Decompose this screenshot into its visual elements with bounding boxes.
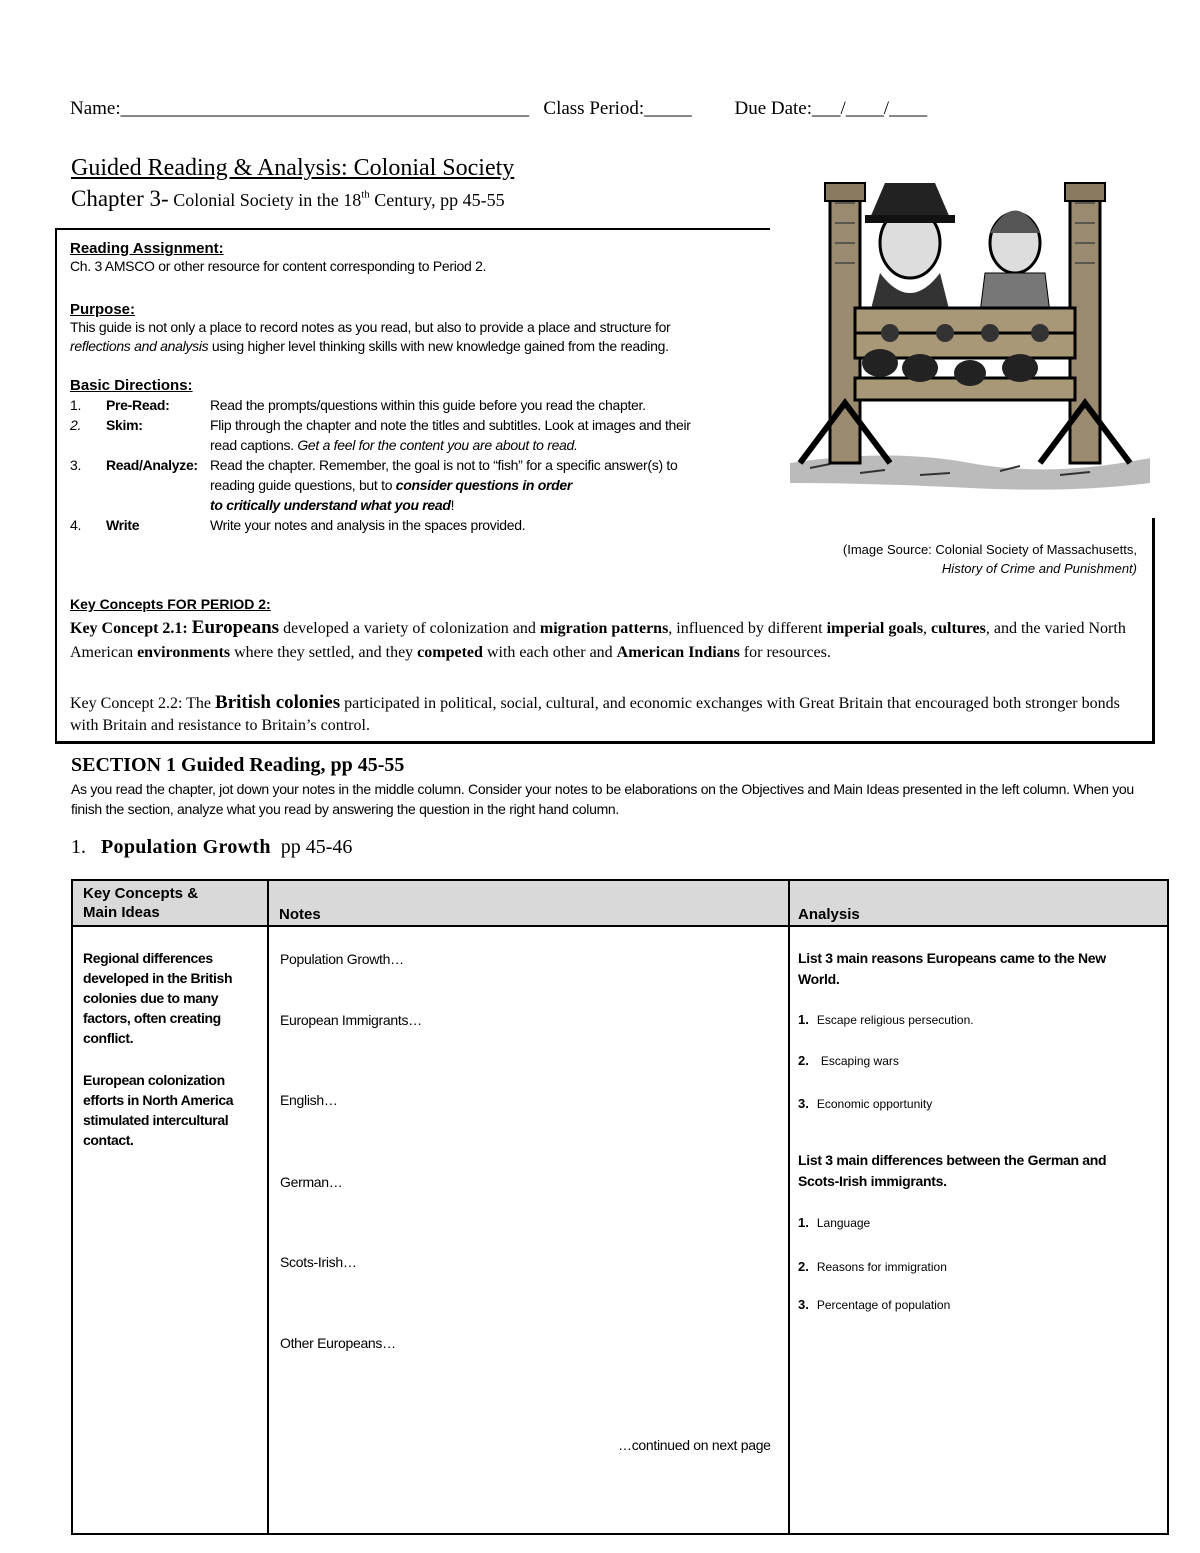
note-prompt[interactable]: German…	[280, 1174, 343, 1190]
analysis-question-2: List 3 main differences between the German and Scots-Irish immigrants.	[798, 1152, 1107, 1189]
section-title: SECTION 1 Guided Reading, pp 45-55	[71, 754, 405, 776]
chapter-subtitle: Chapter 3- Colonial Society in the 18th Century, pp 45-55	[71, 186, 505, 211]
reading-assignment-label: Reading Assignment:	[70, 240, 224, 257]
analysis-answer[interactable]: 3. Percentage of population	[798, 1297, 951, 1312]
continued-note: …continued on next page	[618, 1437, 771, 1453]
document-title: Guided Reading & Analysis: Colonial Society	[71, 155, 515, 181]
key-concepts-label: Key Concepts FOR PERIOD 2:	[70, 596, 271, 612]
note-prompt[interactable]: English…	[280, 1092, 338, 1108]
class-period-field[interactable]: Class Period:_____	[543, 98, 692, 119]
note-prompt[interactable]: European Immigrants…	[280, 1012, 422, 1028]
reading-assignment-text: Ch. 3 AMSCO or other resource for content corresponding to Period 2.	[70, 258, 487, 274]
header-key-concepts: Key Concepts & Main Ideas	[83, 885, 199, 921]
key-concept-2-1: Key Concept 2.1: Europeans developed a variety of colonization and migration patterns, influenced by different imperial goals, cultures, and the varied North American environments where they settled, and they competed with each other and American Indians for resources.	[70, 617, 1126, 661]
analysis-answer[interactable]: 2. Escaping wars	[798, 1053, 899, 1068]
directions-label: Basic Directions:	[70, 377, 193, 394]
note-prompt[interactable]: Scots-Irish…	[280, 1254, 357, 1270]
direction-step-cont: reading guide questions, but to consider questions in order	[210, 477, 573, 493]
key-concept-2-2: Key Concept 2.2: The British colonies participated in political, social, cultural, and economic exchanges with Great Britain that encouraged both stronger bonds with Britain and resistance to Britain’s control.	[70, 692, 1120, 734]
header-analysis: Analysis	[798, 906, 860, 923]
subsection-heading: 1. Population Growth pp 45-46	[71, 836, 353, 858]
table-header-row	[73, 881, 1167, 927]
basic-directions	[70, 377, 770, 536]
notes-table	[71, 879, 1169, 1535]
analysis-question-1: List 3 main reasons Europeans came to the New World.	[798, 950, 1106, 987]
main-idea-1: Regional differences developed in the British colonies due to many factors, often creating conflict.	[83, 950, 233, 1046]
pillory-drawing-icon	[770, 163, 1165, 518]
analysis-answer[interactable]: 3. Economic opportunity	[798, 1096, 933, 1111]
name-field[interactable]: Name:___________________________________________	[70, 98, 530, 119]
direction-step: 1. Pre-Read: Read the prompts/questions within this guide before you read the chapter.	[70, 397, 646, 413]
purpose-block	[70, 301, 770, 356]
due-date-field[interactable]: Due Date:___/____/____	[734, 98, 928, 119]
student-info-line	[70, 98, 1070, 120]
analysis-answer[interactable]: 2. Reasons for immigration	[798, 1259, 947, 1274]
pillory-illustration	[770, 163, 1165, 518]
reading-assignment	[70, 240, 486, 276]
column-divider	[788, 881, 790, 1533]
direction-step: 4. Write Write your notes and analysis in the spaces provided.	[70, 517, 526, 533]
header-notes: Notes	[279, 906, 321, 923]
section-description: As you read the chapter, jot down your notes in the middle column. Consider your notes to be elaborations on the Objectives and Main Ideas presented in the left column. When you finish the section, analyze what you read by answering the question in the right hand column.	[71, 781, 1134, 817]
image-source-caption: (Image Source: Colonial Society of Massachusetts, History of Crime and Punishment)	[842, 542, 1137, 576]
column-divider	[267, 881, 269, 1533]
direction-step: 3. Read/Analyze: Read the chapter. Remember, the goal is not to “fish” for a specific answer(s) to	[70, 457, 678, 473]
direction-step-cont: read captions. Get a feel for the content you are about to read.	[210, 437, 578, 453]
direction-step: 2. Skim: Flip through the chapter and note the titles and subtitles. Look at images and their	[70, 417, 691, 433]
note-prompt[interactable]: Other Europeans…	[280, 1335, 396, 1351]
analysis-answer[interactable]: 1. Language	[798, 1215, 871, 1230]
note-prompt[interactable]: Population Growth…	[280, 951, 404, 967]
purpose-text-2: reflections and analysis using higher level thinking skills with new knowledge gained from the reading.	[70, 338, 669, 354]
purpose-text-1: This guide is not only a place to record notes as you read, but also to provide a place and structure for	[70, 319, 671, 335]
analysis-answer[interactable]: 1. Escape religious persecution.	[798, 1012, 974, 1027]
main-idea-2: European colonization efforts in North America stimulated intercultural contact.	[83, 1072, 234, 1148]
purpose-label: Purpose:	[70, 301, 136, 318]
direction-step-cont: to critically understand what you read!	[210, 497, 455, 513]
